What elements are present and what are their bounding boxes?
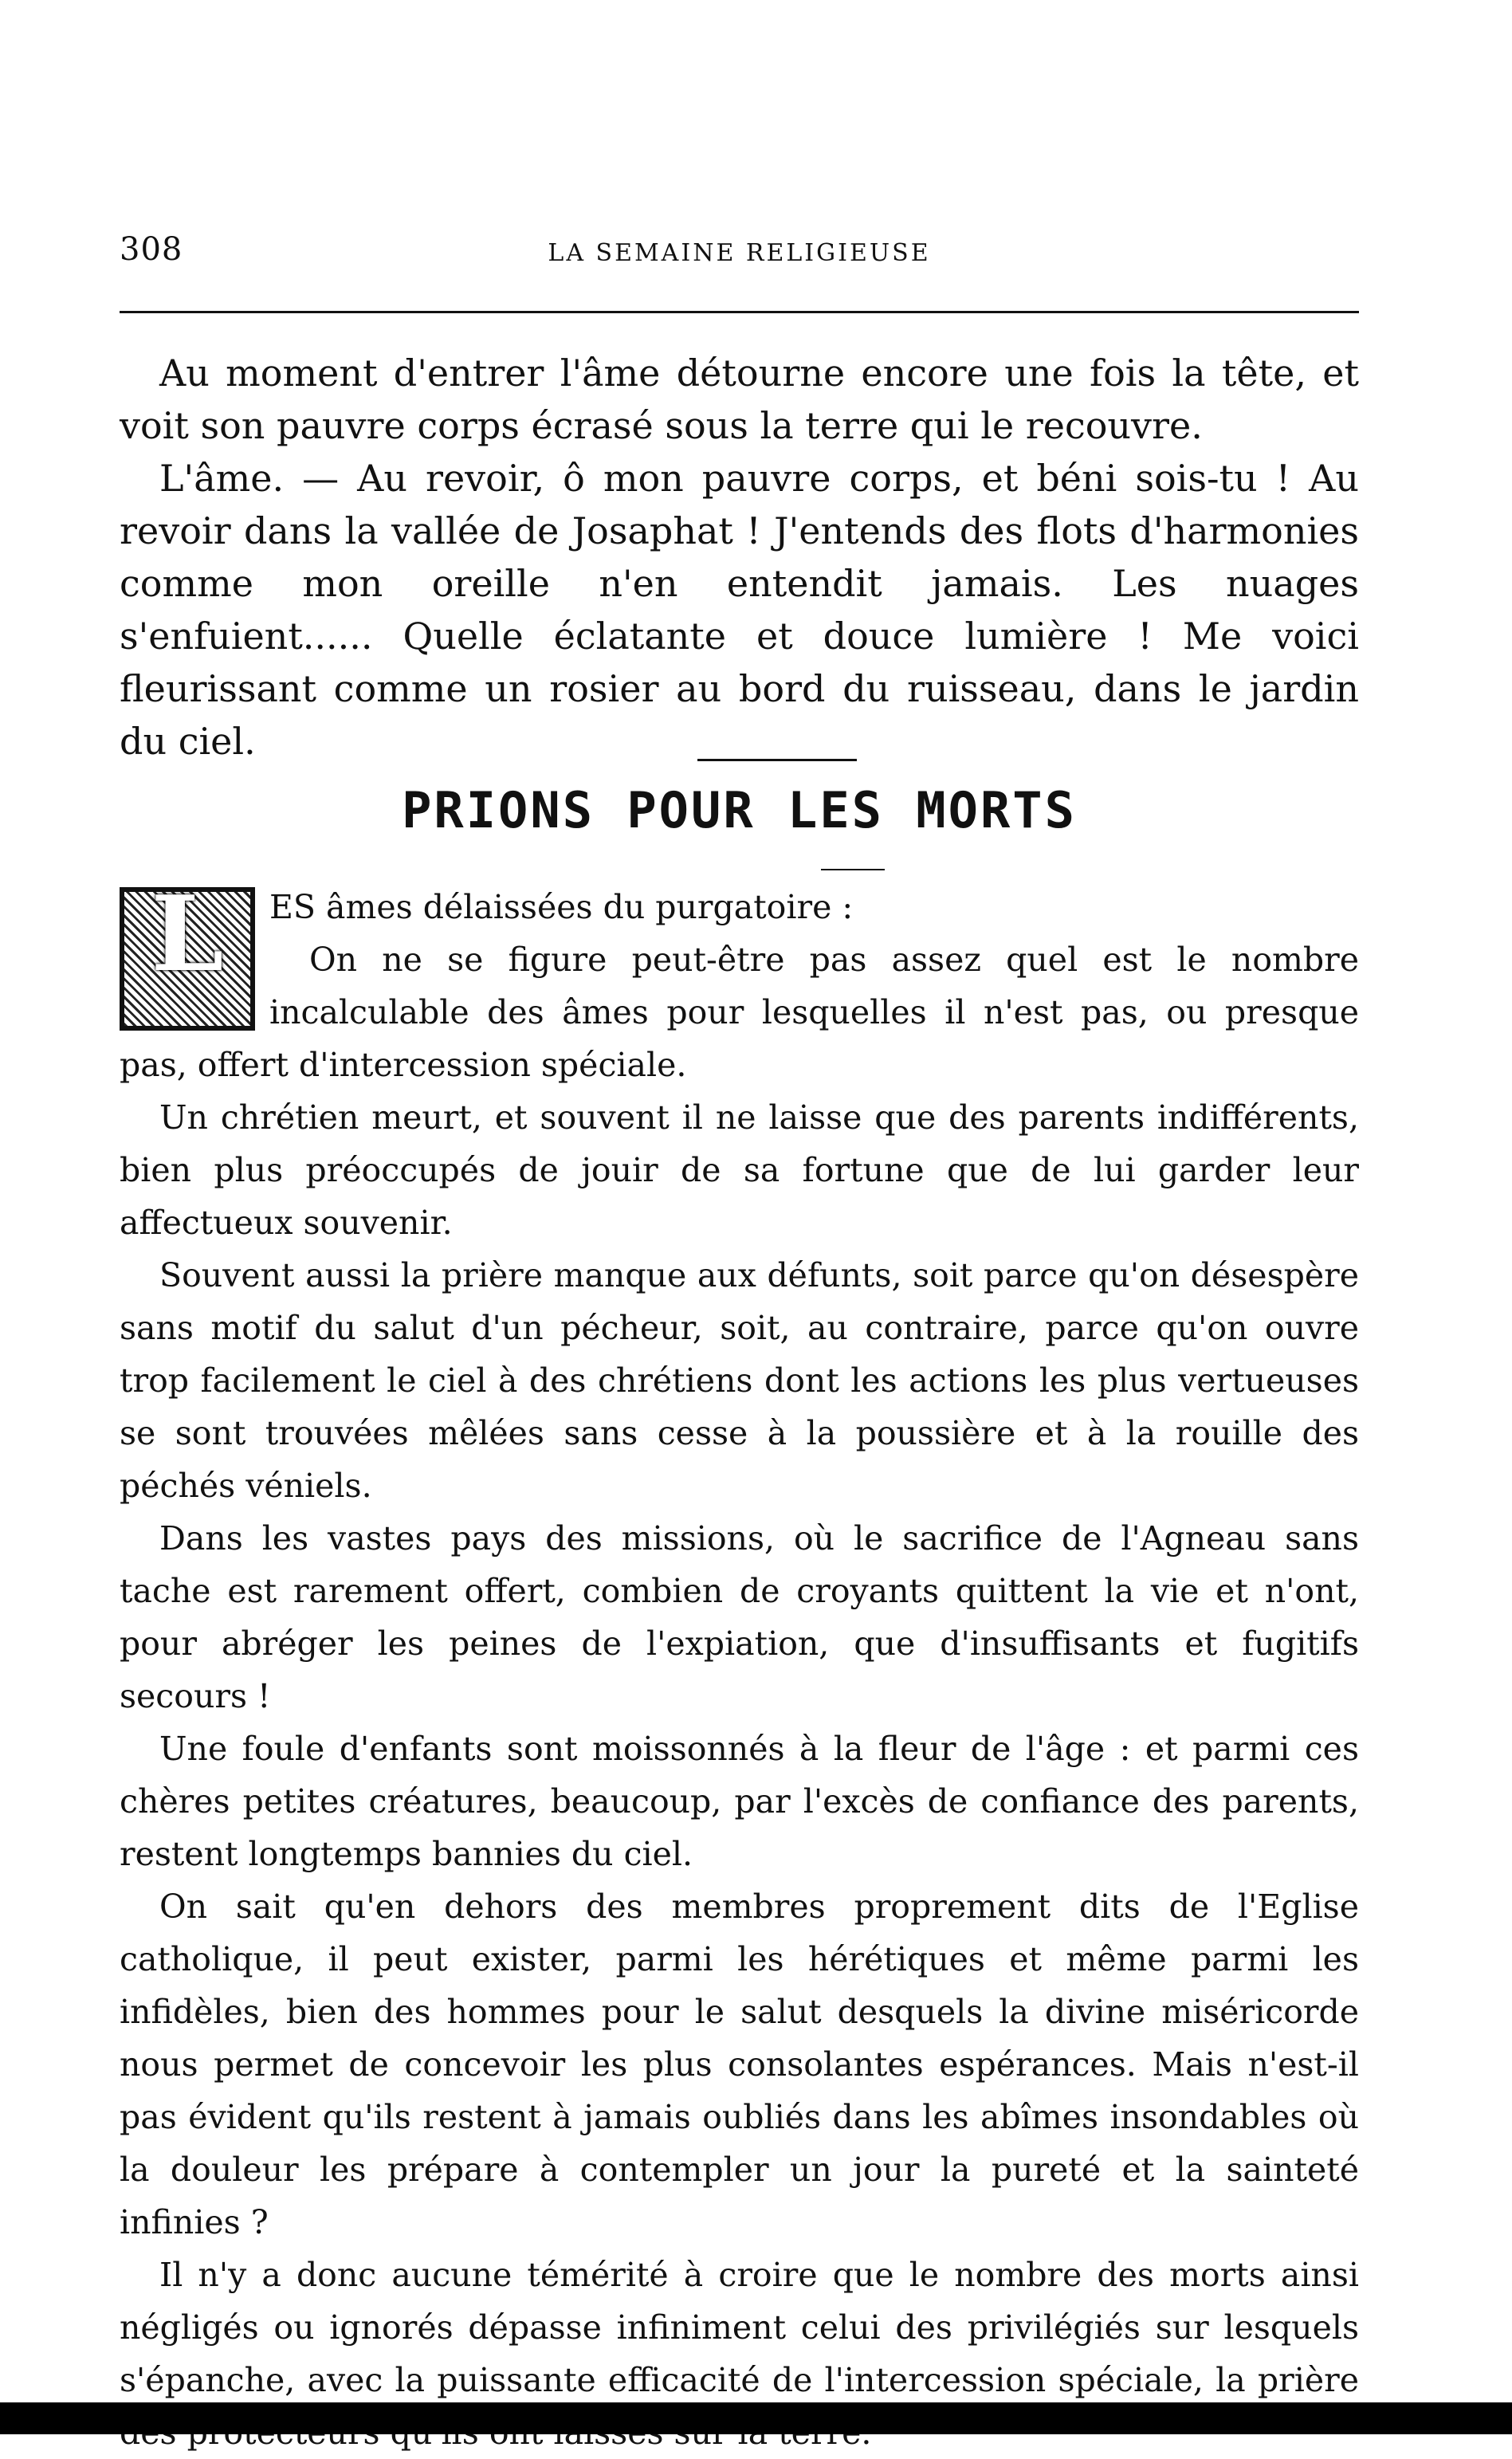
page	[120, 231, 1359, 2399]
section-divider	[697, 759, 857, 761]
lead-line: ES âmes délaissées du purgatoire :	[269, 888, 854, 926]
body-paragraph: Souvent aussi la prière manque aux défunts, soit parce qu'on désespère sans motif du salut d'un pécheur, soit, au contraire, parce qu'on ouvre trop facilement le ciel à des chrétiens dont les actions les plus vertueuses se sont trouvées mêlées sans cesse à la poussière et à la rouille des péchés véniels.	[120, 1256, 1359, 1505]
opening-paragraph-1: Au moment d'entrer l'âme détourne encore une fois la tête, et voit son pauvre corps écrasé sous la terre qui le recouvre.	[120, 352, 1359, 447]
decorated-initial	[120, 873, 255, 1031]
body-paragraph: On sait qu'en dehors des membres proprement dits de l'Eglise catholique, il peut exister, parmi les hérétiques et même parmi les infidèles, bien des hommes pour le salut desquels la divine miséricorde nous permet de concevoir les plus consolantes espérances. Mais n'est-il pas évident qu'ils restent à jamais oubliés dans les abîmes insondables où la douleur les prépare à contempler un jour la pureté et la sainteté infinies ?	[120, 1887, 1359, 2241]
body-paragraph: Un chrétien meurt, et souvent il ne laisse que des parents indifférents, bien plus préoccupés de jouir de sa fortune que de lui garder leur affectueux souvenir.	[120, 1098, 1359, 1242]
decorated-initial-letter: L	[151, 873, 224, 995]
body-paragraph: Dans les vastes pays des missions, où le sacrifice de l'Agneau sans tache est rarement offert, combien de croyants quittent la vie et n'ont, pour abréger les peines de l'expiation, que d'insuffisants et fugitifs secours !	[120, 1519, 1359, 1715]
body-paragraph: Il n'y a donc aucune témérité à croire que le nombre des morts ainsi négligés ou ignorés dépasse infiniment celui des privilégiés sur lesquels s'épanche, avec la puissante efficacité de l'intercession spéciale, la prière	[120, 2256, 1359, 2399]
running-title: LA SEMAINE RELIGIEUSE	[548, 239, 931, 267]
section-body	[120, 873, 1359, 2459]
section-title: PRIONS POUR LES MORTS	[402, 781, 1077, 839]
opening-passage	[120, 347, 1359, 768]
body-paragraph: Une foule d'enfants sont moissonnés à la fleur de l'âge : et parmi ces chères petites créatures, beaucoup, par l'excès de confiance des parents, restent longtemps bannies du ciel.	[120, 1730, 1359, 1873]
page-header	[120, 231, 1359, 279]
body-paragraph: On ne se figure peut-être pas assez quel est le nombre incalculable des âmes pour lesquelles il n'est pas, ou presque pas, offert d'intercession spéciale.	[120, 941, 1359, 1084]
title-underline	[821, 869, 885, 870]
header-rule	[120, 311, 1359, 313]
page-number: 308	[120, 231, 183, 268]
scan-edge-shadow	[0, 2402, 1512, 2434]
opening-paragraph-2: L'âme. — Au revoir, ô mon pauvre corps, et béni sois-tu ! Au revoir dans la vallée de Josaphat ! J'entends des flots d'harmonies comme mon oreille n'en entendit jamais. Les nuages s'enfuient...... Quelle éclatante et douce lumière ! Me voici fleurissant comme un rosier au bord du ruisseau, dans le jardin du ciel.	[120, 457, 1359, 763]
